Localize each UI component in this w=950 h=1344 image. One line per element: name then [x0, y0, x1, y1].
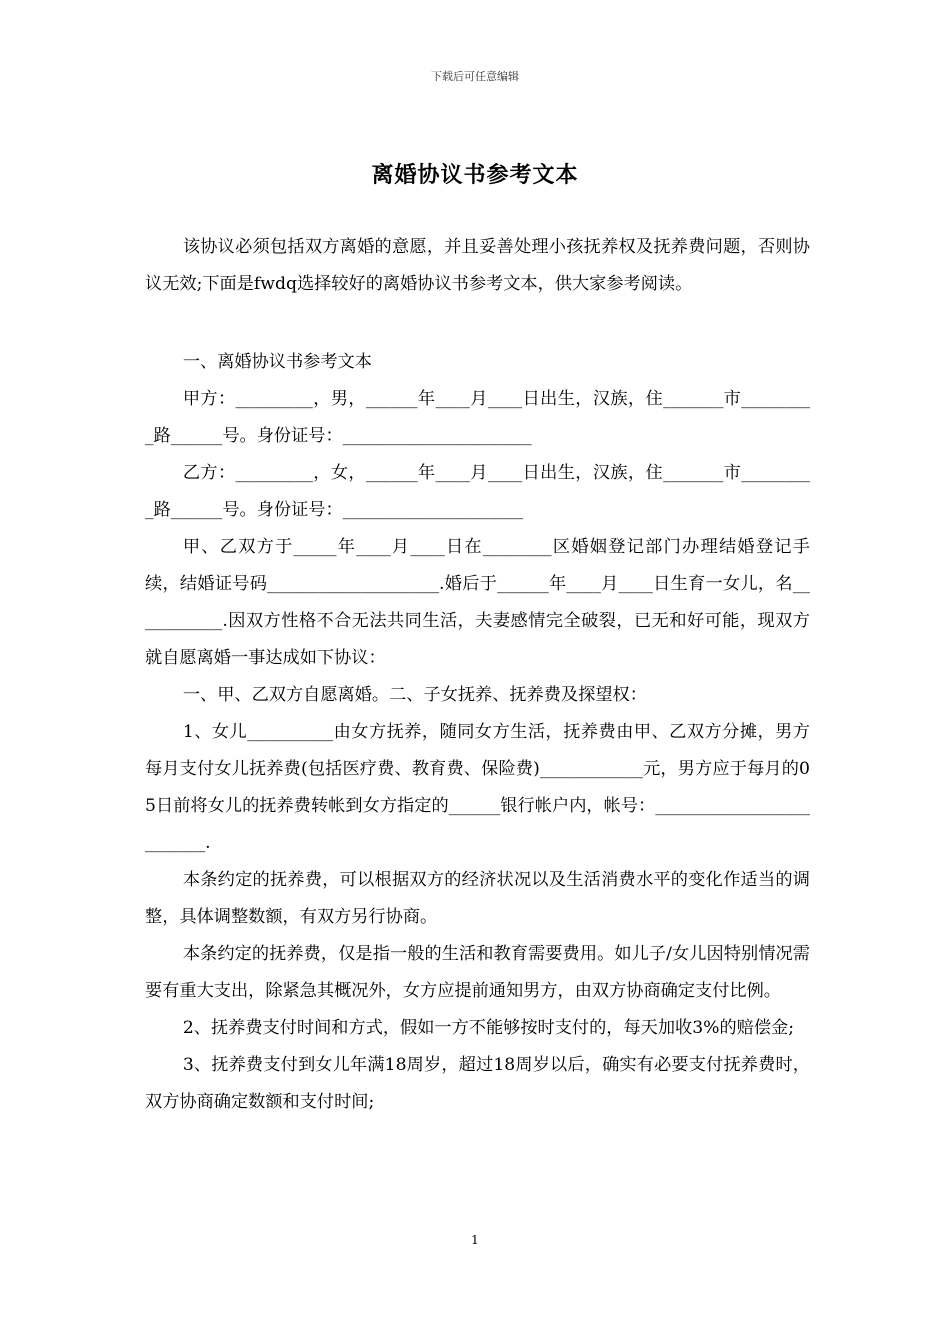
agreement-body	[145, 344, 810, 1121]
marriage-paragraph: 甲、乙双方于_____年____月____日在________区婚姻登记部门办理结婚登记手续，结婚证号码____________________.婚后于______年____月____日生育一女儿，名___________.因双方性格不合无法共同生活，夫妻感情完全破裂，已无和好可能，现双方就自愿离婚一事达成如下协议：	[145, 537, 810, 668]
page-number: 1	[471, 1233, 479, 1247]
payment-duration-paragraph: 3、抚养费支付到女儿年满18周岁，超过18周岁以后，确实有必要支付抚养费时，双方协商确定数额和支付时间;	[145, 1055, 810, 1112]
party-a-paragraph: 甲方：_________，男，______年____月____日出生，汉族，住_______市_________路______号。身份证号：______________________	[145, 389, 810, 446]
intro-paragraph: 该协议必须包括双方离婚的意愿，并且妥善处理小孩抚养权及抚养费问题，否则协议无效;下面是fwdq选择较好的离婚协议书参考文本，供大家参考阅读。	[145, 237, 810, 294]
payment-method-paragraph: 2、抚养费支付时间和方式，假如一方不能够按时支付的，每天加收3%的赔偿金;	[182, 1018, 795, 1038]
clause-custody-paragraph: 1、女儿__________由女方抚养，随同女方生活，抚养费由甲、乙双方分摊，男方每月支付女儿抚养费(包括医疗费、教育费、保险费)____________元，男方应于每月的05日前将女儿的抚养费转帐到女方指定的______银行帐户内，帐号：_________________________.	[145, 722, 810, 853]
intro-section	[145, 229, 810, 303]
party-b-paragraph: 乙方：_________，女，______年____月____日出生，汉族，住_______市_________路______号。身份证号：_____________________	[145, 463, 810, 520]
header-note: 下载后可任意编辑	[431, 70, 519, 83]
special-expense-paragraph: 本条约定的抚养费，仅是指一般的生活和教育需要费用。如儿子/女儿因特别情况需要有重大支出，除紧急其概况外，女方应提前通知男方，由双方协商确定支付比例。	[145, 944, 810, 1001]
section-heading: 一、离婚协议书参考文本	[182, 352, 372, 372]
document-title: 离婚协议书参考文本	[371, 162, 579, 188]
adjustment-paragraph: 本条约定的抚养费，可以根据双方的经济状况以及生活消费水平的变化作适当的调整，具体调整数额，有双方另行协商。	[145, 870, 810, 927]
clause-divorce-paragraph: 一、甲、乙双方自愿离婚。二、子女抚养、抚养费及探望权：	[182, 685, 647, 705]
